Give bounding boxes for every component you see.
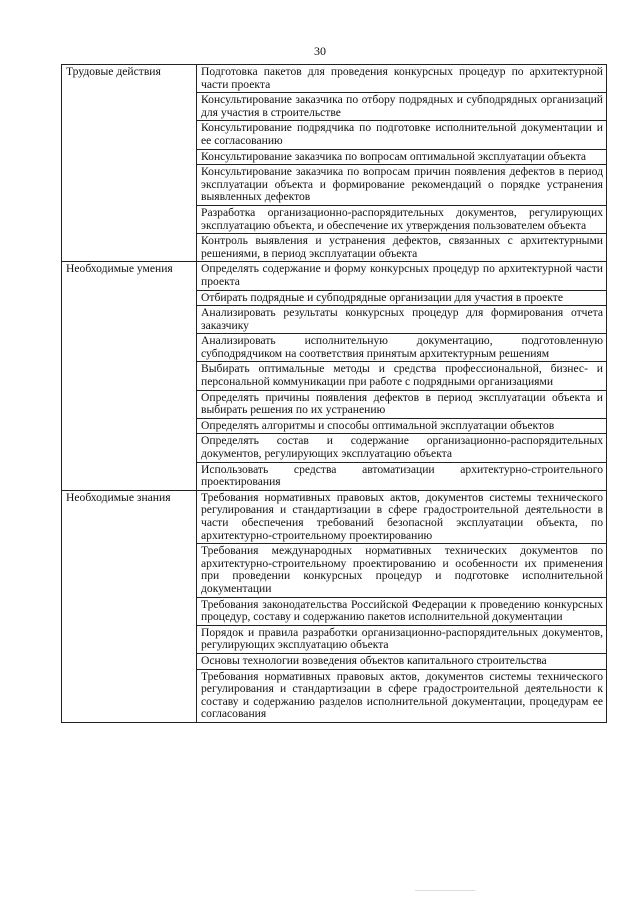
section-item: Анализировать результаты конкурсных процедур для формирования отчета заказчику [197,306,607,334]
section-item: Требования законодательства Российской Федерации к проведению конкурсных процедур, составу и содержанию пакетов исполнительной документации [197,597,607,625]
section-item: Контроль выявления и устранения дефектов, связанных с архитектурными решениями, в период эксплуатации объекта [197,234,607,262]
section-label: Трудовые действия [62,65,197,262]
section-label: Необходимые умения [62,262,197,491]
section-label: Необходимые знания [62,490,197,722]
section-item: Определять содержание и форму конкурсных процедур по архитектурной части проекта [197,262,607,290]
section-item: Требования нормативных правовых актов, документов системы технического регулирования и стандартизации в сфере градостроительной деятельности к составу и содержанию разделов исполнительной документации, процедурам ее согласования [197,669,607,722]
section-item: Анализировать исполнительную документацию, подготовленную субподрядчиком на соответствия принятым архитектурным решениям [197,334,607,362]
section-item: Использовать средства автоматизации архитектурно-строительного проектирования [197,462,607,490]
competency-table-body [62,65,607,723]
section-item: Определять состав и содержание организационно-распорядительных документов, регулирующих эксплуатацию объекта [197,434,607,462]
page-number: 30 [314,44,326,58]
competency-table [61,64,607,723]
section-item: Отбирать подрядные и субподрядные организации для участия в проекте [197,290,607,306]
table-row [62,490,607,543]
section-item: Подготовка пакетов для проведения конкурсных процедур по архитектурной части проекта [197,65,607,93]
section-item: Требования международных нормативных технических документов по архитектурно-строительному проектированию и особенности их применения при проведении конкурсных процедур и подготовке исполнительной документации [197,544,607,597]
section-item: Консультирование заказчика по вопросам причин появления дефектов в период эксплуатации объекта и формирование рекомендаций о порядке устранения выявленных дефектов [197,165,607,206]
table-row [62,262,607,290]
section-item: Основы технологии возведения объектов капитального строительства [197,653,607,669]
section-item: Консультирование заказчика по вопросам оптимальной эксплуатации объекта [197,149,607,165]
table-row [62,65,607,93]
section-item: Консультирование заказчика по отбору подрядных и субподрядных организаций для участия в строительстве [197,93,607,121]
section-item: Требования нормативных правовых актов, документов системы технического регулирования и стандартизации в сфере градостроительной деятельности в части обеспечения требований безопасной эксплуатации объекта, по архитектурно-строительному проектированию [197,490,607,543]
section-item: Порядок и правила разработки организационно-распорядительных документов, регулирующих эксплуатацию объекта [197,625,607,653]
scan-artifact-line [415,890,475,891]
section-item: Разработка организационно-распорядительных документов, регулирующих эксплуатацию объекта, и обеспечение их утверждения пользователем объекта [197,205,607,233]
section-item: Консультирование подрядчика по подготовке исполнительной документации и ее согласованию [197,121,607,149]
section-item: Определять причины появления дефектов в период эксплуатации объекта и выбирать решения по их устранению [197,390,607,418]
section-item: Выбирать оптимальные методы и средства профессиональной, бизнес- и персональной коммуникации при работе с подрядными организациями [197,362,607,390]
section-item: Определять алгоритмы и способы оптимальной эксплуатации объектов [197,418,607,434]
